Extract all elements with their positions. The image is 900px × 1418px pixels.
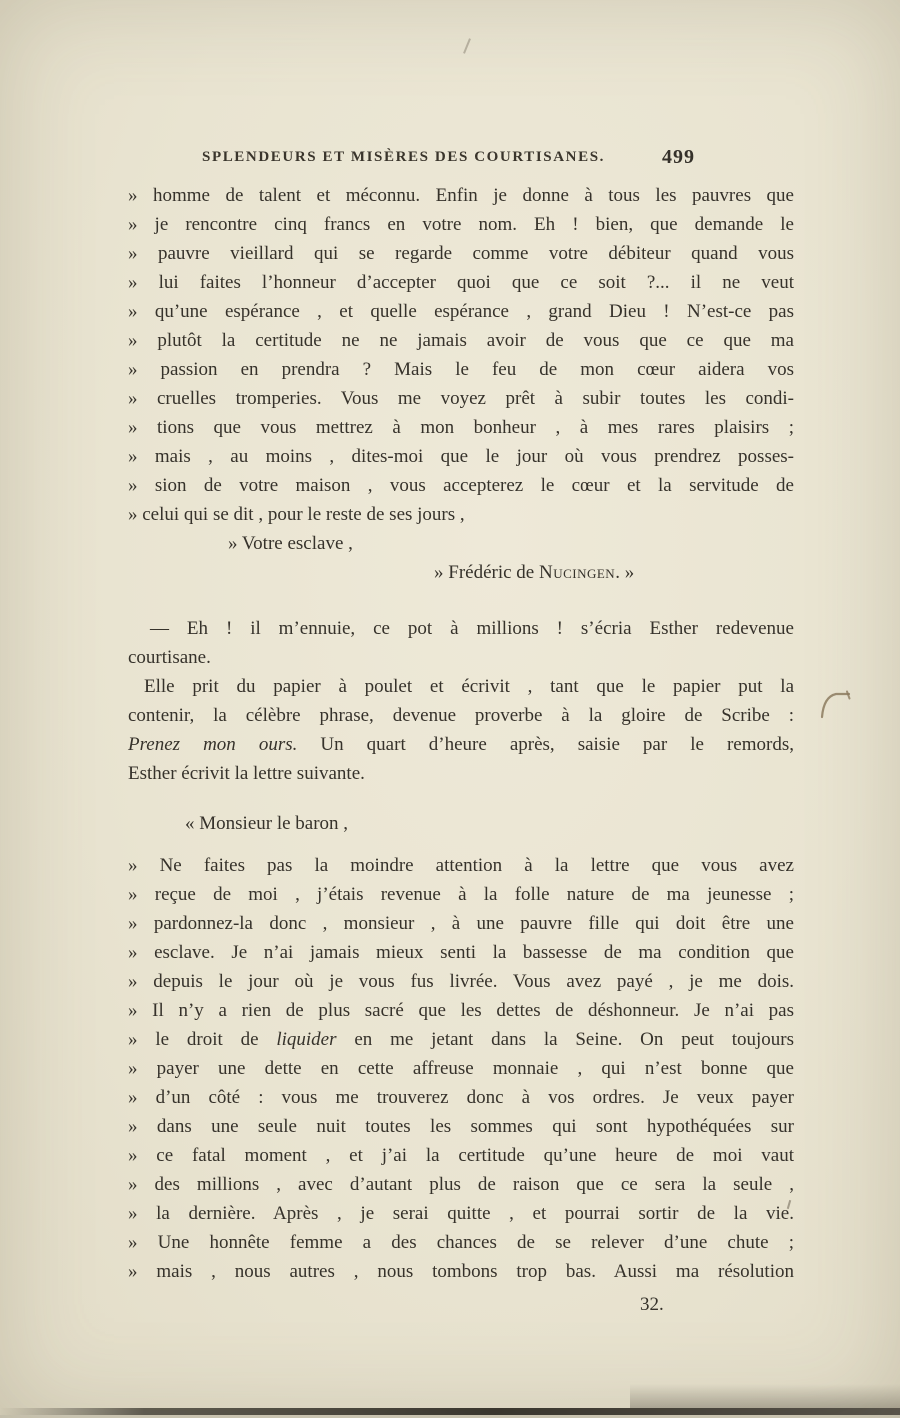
narrative-line: — Eh ! il m’ennuie, ce pot à millions ! s’écria Esther redevenue [150,618,794,639]
esther-letter [128,809,794,1286]
narrative-line: Elle prit du papier à poulet et écrivit , tant que le papier put la [144,676,794,697]
letter-line: » esclave. Je n’ai jamais mieux senti la bassesse de ma condition que [128,942,794,963]
running-title: SPLENDEURS ET MISÈRES DES COURTISANES. [202,149,606,165]
signature-name: Nucingen [538,562,616,583]
letter-line: » qu’une espérance , et quelle espérance , grand Dieu ! N’est-ce pas [128,301,794,322]
letter-line: » je rencontre cinq francs en votre nom. Eh ! bien, que demande le [128,214,794,235]
letter-line: » homme de talent et méconnu. Enfin je donne à tous les pauvres que [128,185,794,206]
printer-signature-mark: 32. [640,1294,664,1315]
scan-crease-mark [463,38,471,54]
letter-line [128,1025,794,1054]
letter-salutation: « Monsieur le baron , [185,813,349,834]
letter-signature [434,558,794,587]
letter-line: » tions que vous mettrez à mon bonheur , à mes rares plaisirs ; [128,417,794,438]
signature-prefix: » Frédéric de [434,562,539,583]
letter-line: » Il n’y a rien de plus sacré que les dettes de déshonneur. Je n’ai pas [128,1000,794,1021]
narrative-line: courtisane. [128,647,211,668]
letter-line: » cruelles tromperies. Vous me voyez prêt à subir toutes les condi- [128,388,794,409]
letter-line: » celui qui se dit , pour le reste de ses jours , [128,504,465,525]
liquider-italic: liquider [276,1029,337,1050]
letter-line: » payer une dette en cette affreuse monnaie , qui n’est bonne que [128,1058,794,1079]
margin-pencil-mark [818,690,854,727]
narrative [128,614,794,788]
letter-line: » depuis le jour où je vous fus livrée. Vous avez payé , je me dois. [128,971,794,992]
letter-line: » ce fatal moment , et j’ai la certitude qu’une heure de moi vaut [128,1145,794,1166]
letter-line: » plutôt la certitude ne ne jamais avoir de vous que ce que ma [128,330,794,351]
letter-line: » Une honnête femme a des chances de se relever d’une chute ; [128,1232,794,1253]
narrative-line: contenir, la célèbre phrase, devenue proverbe à la gloire de Scribe : [128,705,794,726]
proverb-italic: Prenez mon ours. [128,734,298,755]
letter-line: » reçue de moi , j’étais revenue à la folle nature de ma jeunesse ; [128,884,794,905]
letter-line: » des millions , avec d’autant plus de raison que ce sera la seule , [128,1174,794,1195]
letter-line: » dans une seule nuit toutes les sommes qui sont hypothéquées sur [128,1116,794,1137]
letter-line: » sion de votre maison , vous accepterez le cœur et la servitude de [128,475,794,496]
letter-text: » le droit de [128,1029,277,1050]
letter-line: » la dernière. Après , je serai quitte , et pourrai sortir de la vie. [128,1203,794,1224]
letter-line: » d’un côté : vous me trouverez donc à vos ordres. Je veux payer [128,1087,794,1108]
narrative-line: Esther écrivit la lettre suivante. [128,763,365,784]
letter-line: » pauvre vieillard qui se regarde comme votre débiteur quand vous [128,243,794,264]
page-header [128,146,794,172]
letter-line: » mais , au moins , dites-moi que le jour où vous prendrez posses- [128,446,794,467]
page-corner-shadow [630,1384,900,1410]
letter-line: » pardonnez-la donc , monsieur , à une pauvre fille qui doit être une [128,913,794,934]
letter-line: » Ne faites pas la moindre attention à la lettre que vous avez [128,855,794,876]
signature-suffix: . » [615,562,635,583]
page-number: 499 [662,146,695,168]
narrative-text: Un quart d’heure après, saisie par le remords, [297,734,794,755]
letter-line: » mais , nous autres , nous tombons trop bas. Aussi ma résolution [128,1261,794,1282]
page-bottom-edge [0,1408,900,1415]
letter-text: en me jetant dans la Seine. On peut toujours [336,1029,795,1050]
letter-line: » lui faites l’honneur d’accepter quoi que ce soit ?... il ne veut [128,272,794,293]
narrative-line [128,730,794,759]
nucingen-letter [128,181,794,587]
letter-line: » passion en prendra ? Mais le feu de mon cœur aidera vos [128,359,794,380]
text-column [128,146,794,1319]
letter-valediction: » Votre esclave , [228,533,353,554]
